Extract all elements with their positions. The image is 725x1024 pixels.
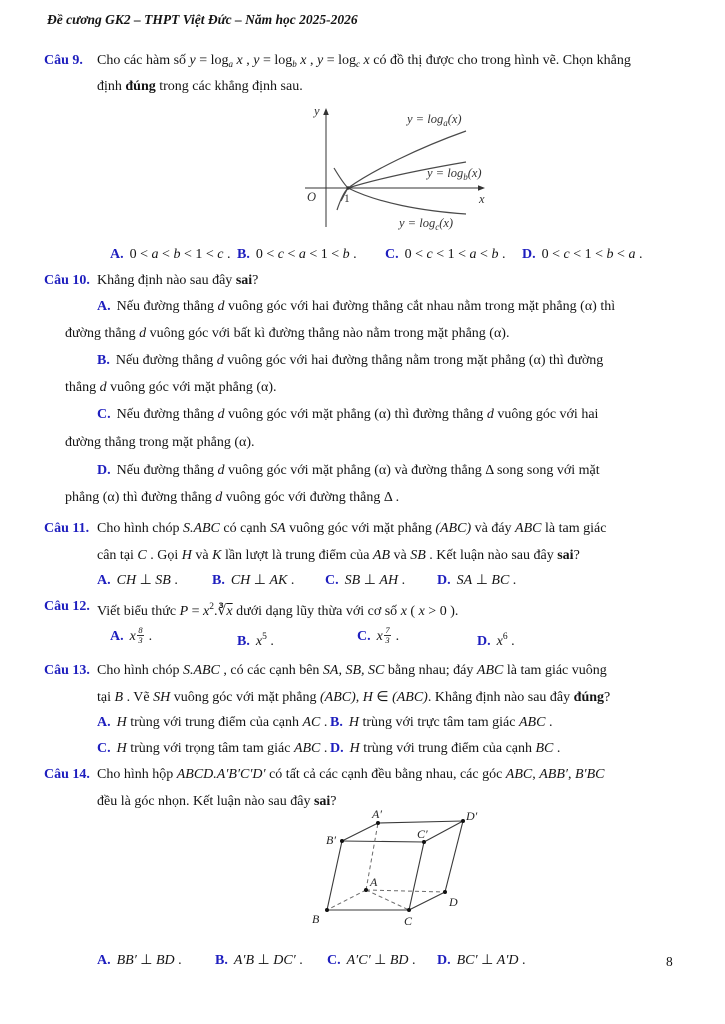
- q10-option-b-line1: [97, 348, 603, 374]
- page-number: 8: [666, 954, 673, 969]
- curve-c-label: $y = \log_c(x)$: [399, 216, 454, 232]
- option-b: [215, 948, 303, 974]
- option-a: [110, 624, 152, 650]
- vertex-label-b-prime: B′: [326, 833, 336, 847]
- option-text: H trùng với trung điểm của cạnh BC .: [349, 741, 561, 756]
- option-letter: A.: [97, 715, 111, 730]
- option-a: [97, 948, 182, 974]
- option-text: H trùng với trực tâm tam giác ABC .: [348, 715, 553, 730]
- option-letter: B.: [237, 247, 250, 262]
- vertex-label-b: B: [312, 912, 320, 926]
- option-text: 0 < c < 1 < b < a .: [541, 247, 643, 262]
- option-text: $x^6$ .: [496, 632, 515, 649]
- question-9-label: Câu 9.: [44, 53, 83, 68]
- option-letter: B.: [215, 953, 228, 968]
- option-text: $x^5$ .: [255, 632, 274, 649]
- q10-option-b-line2: thẳng d vuông góc với mặt phẳng (α).: [65, 380, 277, 395]
- q10-option-d-line2: phẳng (α) thì đường thẳng d vuông góc với đường thẳng Δ .: [65, 490, 400, 505]
- option-a: [97, 710, 327, 736]
- origin-label: O: [307, 190, 317, 204]
- option-text: 0 < a < b < 1 < c .: [129, 247, 231, 262]
- option-letter: C.: [327, 953, 341, 968]
- option-letter: D.: [97, 463, 111, 478]
- question-10-label: Câu 10.: [44, 273, 90, 288]
- option-letter: D.: [477, 634, 491, 649]
- question-9-stem-line-2: định đúng trong các khẳng định sau.: [97, 79, 303, 94]
- option-letter: D.: [437, 573, 451, 588]
- option-c: [325, 568, 405, 594]
- question-13-stem-line-2: tại B . Vẽ SH vuông góc với mặt phẳng (ABC), H ∈ (ABC). Khẳng định nào sau đây đúng?: [97, 690, 611, 705]
- option-text: 0 < c < 1 < a < b .: [404, 247, 506, 262]
- option-letter: B.: [237, 634, 250, 649]
- option-text: x $\frac{8}{3}$ .: [129, 625, 153, 646]
- question-12-options: [97, 624, 697, 650]
- option-text: Nếu đường thẳng d vuông góc với hai đường thẳng cắt nhau nằm trong mặt phẳng (α) thì: [116, 299, 616, 314]
- option-letter: B.: [330, 715, 343, 730]
- option-d: [522, 242, 642, 268]
- vertex-label-c-prime: C′: [417, 827, 428, 841]
- option-letter: A.: [110, 629, 124, 644]
- option-letter: C.: [97, 407, 111, 422]
- option-b: [212, 568, 294, 594]
- option-text: Nếu đường thẳng d vuông góc với hai đường thẳng nằm trong mặt phẳng (α) thì đường: [115, 353, 604, 368]
- option-c: [357, 624, 399, 650]
- question-14-stem-line-1: Cho hình hộp ABCD.A′B′C′D′ có tất cả các cạnh đều bằng nhau, các góc ABC, ABB′, B′BC: [97, 767, 605, 782]
- vertex-label-d: D: [449, 895, 458, 909]
- x-axis-label: x: [479, 192, 485, 206]
- question-11-stem-line-2: cân tại C . Gọi H và K lần lượt là trung điểm của AB và SB . Kết luận nào sau đây sai?: [97, 548, 580, 563]
- option-letter: C.: [325, 573, 339, 588]
- curve-b-label: $y = \log_b(x)$: [427, 166, 482, 182]
- option-text: Nếu đường thẳng d vuông góc với mặt phẳng (α) và đường thẳng Δ song song với mặt: [116, 463, 600, 478]
- q10-option-a-line1: [97, 294, 615, 320]
- option-d: [437, 948, 526, 974]
- y-axis-label: y: [314, 104, 320, 118]
- option-text: CH ⊥ AK .: [230, 573, 295, 588]
- vertex-label-c: C: [404, 914, 413, 928]
- question-11-options: [97, 568, 697, 594]
- option-letter: D.: [437, 953, 451, 968]
- question-13-stem-line-1: Cho hình chóp S.ABC , có các cạnh bên SA, SB, SC bằng nhau; đáy ABC là tam giác vuông: [97, 663, 607, 678]
- option-letter: C.: [357, 629, 371, 644]
- vertex-label-a: A: [370, 875, 378, 889]
- tick-1-label: 1: [344, 193, 350, 205]
- option-d: [330, 736, 560, 762]
- document-header: Đề cương GK2 – THPT Việt Đức – Năm học 2025-2026: [47, 12, 358, 27]
- option-text: BB′ ⊥ BD .: [116, 953, 182, 968]
- question-11-label: Câu 11.: [44, 521, 90, 536]
- option-b: [237, 242, 357, 268]
- question-12-stem: Viết biểu thức $P = x^2.∛\overline{x}$ dưới dạng lũy thừa với cơ số x ( x > 0 ).: [97, 602, 459, 619]
- option-letter: A.: [97, 299, 111, 314]
- question-9-options: [97, 242, 697, 268]
- option-c: [97, 736, 327, 762]
- option-letter: B.: [212, 573, 225, 588]
- option-b: [330, 710, 552, 736]
- question-13-label: Câu 13.: [44, 663, 90, 678]
- question-14-stem-line-2: đều là góc nhọn. Kết luận nào sau đây sai?: [97, 794, 337, 809]
- option-text: H trùng với trung điểm của cạnh AC .: [116, 715, 328, 730]
- option-d: [477, 624, 515, 655]
- question-13-options-row-2: [97, 736, 697, 762]
- option-letter: D.: [330, 741, 344, 756]
- question-12-label: Câu 12.: [44, 599, 90, 614]
- option-c: [385, 242, 505, 268]
- question-11-stem-line-1: Cho hình chóp S.ABC có cạnh SA vuông góc với mặt phẳng (ABC) và đáy ABC là tam giác: [97, 521, 607, 536]
- option-text: Nếu đường thẳng d vuông góc với mặt phẳng (α) thì đường thẳng d vuông góc với hai: [116, 407, 599, 422]
- option-a: [97, 568, 178, 594]
- option-text: BC′ ⊥ A′D .: [456, 953, 526, 968]
- q10-option-c-line2: đường thẳng trong mặt phẳng (α).: [65, 435, 255, 450]
- option-letter: C.: [97, 741, 111, 756]
- vertex-label-a-prime: A′: [372, 807, 382, 821]
- intersection-point: [346, 186, 349, 189]
- option-letter: D.: [522, 247, 536, 262]
- option-letter: B.: [97, 353, 110, 368]
- log-graph: [280, 106, 530, 240]
- curve-a-label: $y = \log_a(x)$: [407, 112, 462, 128]
- option-text: SA ⊥ BC .: [456, 573, 517, 588]
- option-text: x $\frac{7}{3}$ .: [376, 625, 400, 646]
- q10-option-a-line2: đường thẳng d vuông góc với bất kì đường thẳng nào nằm trong mặt phẳng (α).: [65, 326, 510, 341]
- option-text: A′C′ ⊥ BD .: [346, 953, 416, 968]
- option-letter: A.: [97, 573, 111, 588]
- option-b: [237, 624, 274, 655]
- option-text: CH ⊥ SB .: [116, 573, 178, 588]
- question-13-options-row-1: [97, 710, 697, 736]
- question-9-stem-line-1: Cho các hàm số $y = \log_a x$ , $y = \log_b x$ , $y = \log_c x$ có đồ thị được cho trong hình vẽ. Chọn khẳng: [97, 53, 631, 69]
- parallelepiped-figure: [280, 808, 520, 943]
- q10-option-d-line1: [97, 458, 600, 484]
- option-text: A′B ⊥ DC′ .: [233, 953, 303, 968]
- question-10-stem: Khẳng định nào sau đây sai?: [97, 273, 259, 288]
- option-letter: A.: [110, 247, 124, 262]
- option-letter: A.: [97, 953, 111, 968]
- option-a: [110, 242, 230, 268]
- option-letter: C.: [385, 247, 399, 262]
- vertex-label-d-prime: D′: [466, 809, 478, 823]
- option-text: 0 < c < a < 1 < b .: [255, 247, 357, 262]
- option-d: [437, 568, 516, 594]
- q10-option-c-line1: [97, 402, 598, 428]
- question-14-options: [97, 948, 697, 974]
- question-14-label: Câu 14.: [44, 767, 90, 782]
- option-text: H trùng với trọng tâm tam giác ABC .: [116, 741, 328, 756]
- option-c: [327, 948, 416, 974]
- option-text: SB ⊥ AH .: [344, 573, 406, 588]
